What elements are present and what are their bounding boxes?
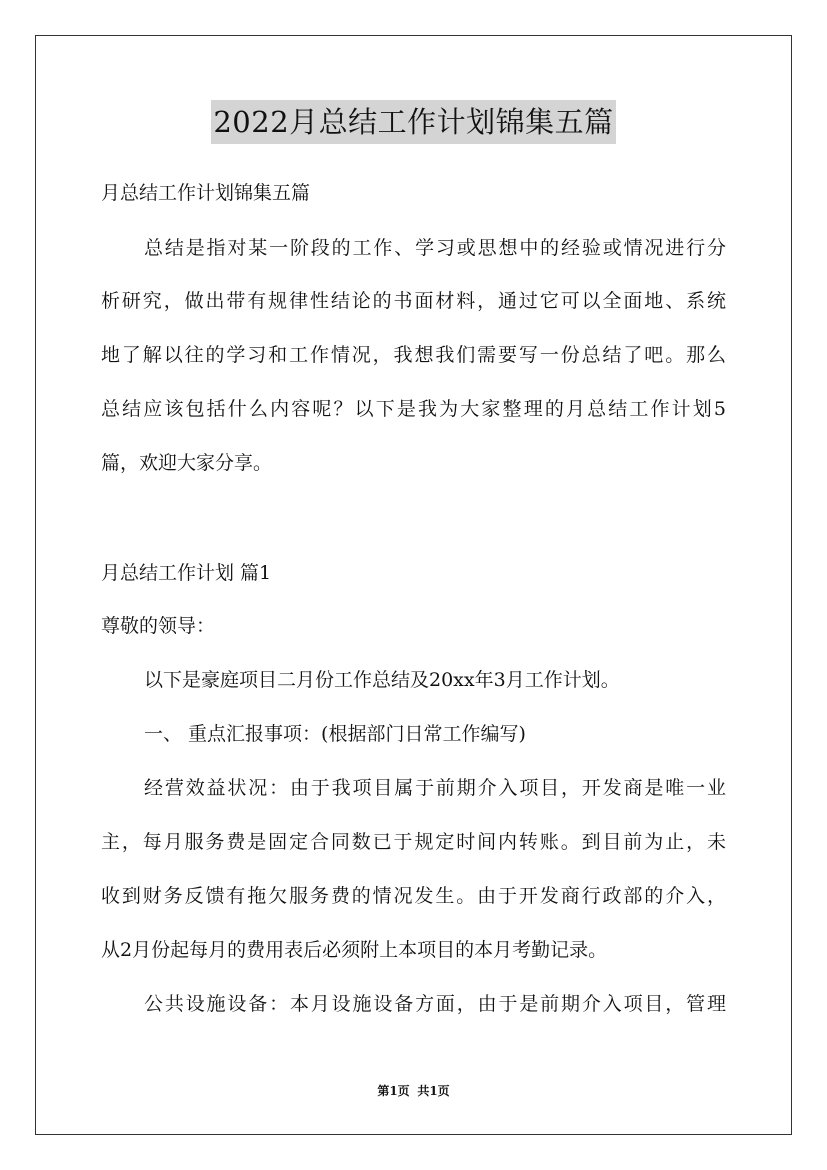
- title-container: [0, 100, 827, 144]
- body-line-6: 从2月份起每月的费用表后必须附上本项目的本月考勤记录。: [101, 939, 608, 961]
- body-line-3: 经营效益状况：由于我项目属于前期介入项目，开发商是唯一业: [144, 777, 726, 799]
- intro-line-2: 析研究，做出带有规律性结论的书面材料，通过它可以全面地、系统: [101, 290, 726, 312]
- document-title: 2022月总结工作计划锦集五篇: [211, 100, 615, 144]
- salutation: 尊敬的领导：: [101, 615, 216, 637]
- page-footer: [0, 1083, 827, 1099]
- body-line-4: 主，每月服务费是固定合同数已于规定时间内转账。到目前为止，未: [101, 831, 726, 853]
- page-number: 第1页: [377, 1084, 410, 1098]
- body-line-5: 收到财务反馈有拖欠服务费的情况发生。由于开发商行政部的介入，: [101, 885, 726, 907]
- body-line-1: 以下是豪庭项目二月份工作总结及20xx年3月工作计划。: [144, 669, 620, 691]
- intro-line-1: 总结是指对某一阶段的工作、学习或思想中的经验或情况进行分: [144, 237, 726, 259]
- body-line-2: 一、 重点汇报事项：(根据部门日常工作编写): [144, 723, 526, 745]
- intro-line-5: 篇，欢迎大家分享。: [101, 452, 273, 474]
- document-subtitle: 月总结工作计划锦集五篇: [101, 182, 311, 204]
- page-total: 共1页: [417, 1084, 450, 1098]
- body-line-7: 公共设施设备：本月设施设备方面，由于是前期介入项目，管理: [144, 993, 726, 1015]
- intro-line-3: 地了解以往的学习和工作情况，我想我们需要写一份总结了吧。那么: [101, 344, 726, 366]
- section-heading: 月总结工作计划 篇1: [101, 562, 272, 584]
- intro-line-4: 总结应该包括什么内容呢？以下是我为大家整理的月总结工作计划5: [101, 398, 726, 420]
